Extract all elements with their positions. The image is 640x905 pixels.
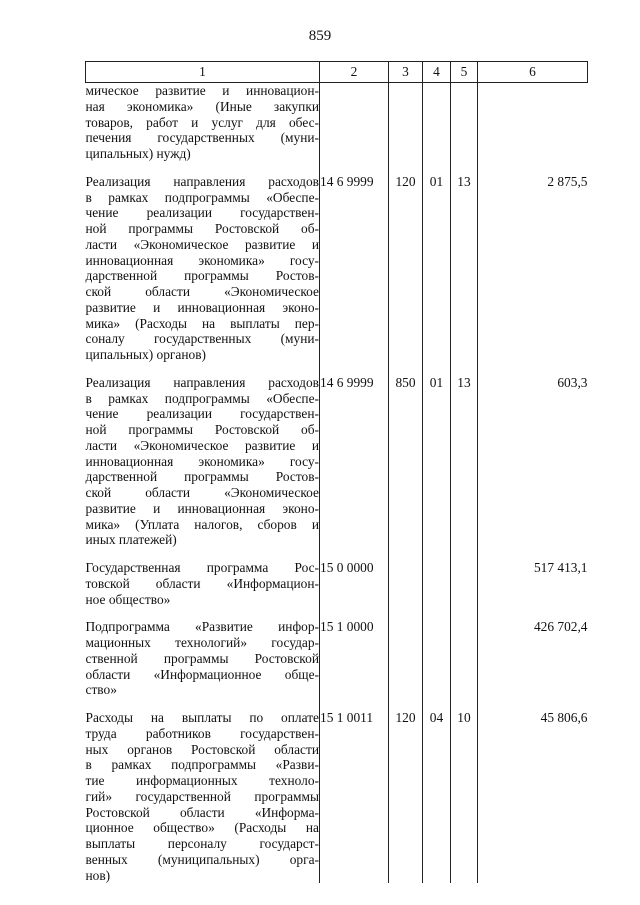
description-line: Реализация направления расходов <box>85 173 319 189</box>
cell-section: 04 <box>423 710 451 883</box>
cell-subsection: 10 <box>451 710 478 883</box>
spacer-cell <box>86 162 320 174</box>
description-line: чение реализации государствен- <box>85 205 319 221</box>
row-spacer <box>86 363 588 375</box>
description-line: ципальных) органов) <box>85 347 206 362</box>
cell-section <box>423 619 451 698</box>
cell-target-code <box>320 83 389 162</box>
description-line: иных платежей) <box>85 532 177 548</box>
description-line: товаров, работ и услуг для обес- <box>85 114 319 130</box>
budget-table <box>85 61 588 883</box>
cell-description <box>86 619 320 698</box>
description-line: ской области «Экономическое <box>85 485 319 500</box>
spacer-cell <box>389 548 423 560</box>
cell-subsection: 13 <box>451 174 478 363</box>
spacer-cell <box>423 162 451 174</box>
cell-description <box>86 560 320 607</box>
spacer-cell <box>320 162 389 174</box>
table-row <box>86 710 588 883</box>
cell-expense-type <box>389 619 423 698</box>
cell-target-code: 14 6 9999 <box>320 375 389 548</box>
table-row <box>86 619 588 698</box>
page-number: 859 <box>308 28 332 44</box>
description-line: мика» (Расходы на выплаты пер- <box>85 315 319 331</box>
description-line: ципальных) нужд) <box>85 146 191 161</box>
spacer-cell <box>451 548 478 560</box>
description-line: развитие и инновационная эконо- <box>85 500 319 516</box>
cell-section: 01 <box>423 375 451 548</box>
description-line: чение реализации государствен- <box>85 406 319 422</box>
description-line: венных (муниципальных) орга- <box>85 851 319 867</box>
spacer-cell <box>423 698 451 710</box>
description-line: области «Информационное обще- <box>85 666 319 682</box>
description-line: Подпрограмма «Развитие инфор- <box>85 619 319 635</box>
cell-description <box>86 174 320 363</box>
cell-expense-type: 120 <box>389 710 423 883</box>
description-line: ное общество» <box>85 591 171 607</box>
spacer-cell <box>423 548 451 560</box>
description-line: в рамках подпрограммы «Обеспе- <box>85 390 319 406</box>
cell-amount <box>478 83 588 162</box>
column-header-amount: 6 <box>478 62 588 83</box>
description-line: нов) <box>85 867 111 883</box>
description-line: ной программы Ростовской об- <box>85 221 319 236</box>
spacer-cell <box>389 162 423 174</box>
column-header-description: 1 <box>86 62 320 83</box>
description-line: ласти «Экономическое развитие и <box>85 236 319 252</box>
description-line: выплаты персоналу государст- <box>85 836 319 851</box>
description-line: ных органов Ростовской области <box>85 741 319 757</box>
column-header-subsection: 5 <box>451 62 478 83</box>
spacer-cell <box>86 607 320 619</box>
description-line: Реализация направления расходов <box>85 374 319 390</box>
description-line: в рамках подпрограммы «Обеспе- <box>85 189 319 205</box>
spacer-cell <box>451 698 478 710</box>
table-body <box>86 83 588 884</box>
spacer-cell <box>478 548 588 560</box>
spacer-cell <box>320 607 389 619</box>
spacer-cell <box>423 607 451 619</box>
cell-expense-type: 850 <box>389 375 423 548</box>
description-line: печения государственных (муни- <box>85 130 319 146</box>
spacer-cell <box>389 607 423 619</box>
row-spacer <box>86 548 588 560</box>
cell-description <box>86 375 320 548</box>
spacer-cell <box>478 162 588 174</box>
table-row <box>86 560 588 607</box>
cell-subsection <box>451 83 478 162</box>
description-line: инновационная экономика» госу- <box>85 252 319 268</box>
spacer-cell <box>320 363 389 375</box>
column-header-code: 2 <box>320 62 389 83</box>
spacer-cell <box>389 698 423 710</box>
cell-amount: 45 806,6 <box>478 710 588 883</box>
spacer-cell <box>389 363 423 375</box>
description-line: товской области «Информацион- <box>85 575 319 591</box>
table-row <box>86 174 588 363</box>
cell-subsection: 13 <box>451 375 478 548</box>
cell-expense-type <box>389 560 423 607</box>
description-line: соналу государственных (муни- <box>85 331 319 347</box>
row-spacer <box>86 607 588 619</box>
description-line: Государственная программа Рос- <box>85 560 319 575</box>
cell-target-code: 15 0 0000 <box>320 560 389 607</box>
description-line: дарственной программы Ростов- <box>85 268 319 284</box>
spacer-cell <box>320 698 389 710</box>
description-line: инновационная экономика» госу- <box>85 453 319 469</box>
description-line: тие информационных техноло- <box>85 773 319 788</box>
cell-target-code: 15 1 0000 <box>320 619 389 698</box>
spacer-cell <box>478 607 588 619</box>
table-row <box>86 375 588 548</box>
description-line: мационных технологий» государ- <box>85 635 319 650</box>
cell-subsection <box>451 560 478 607</box>
description-line: мика» (Уплата налогов, сборов и <box>85 516 319 532</box>
cell-section <box>423 560 451 607</box>
description-line: развитие и инновационная эконо- <box>85 299 319 315</box>
cell-subsection <box>451 619 478 698</box>
description-line: ная экономика» (Иные закупки <box>85 98 319 114</box>
cell-description <box>86 83 320 162</box>
description-line: труда работников государствен- <box>85 725 319 741</box>
cell-amount: 603,3 <box>478 375 588 548</box>
spacer-cell <box>320 548 389 560</box>
description-line: ционное общество» (Расходы на <box>85 820 319 836</box>
spacer-cell <box>478 698 588 710</box>
cell-expense-type: 120 <box>389 174 423 363</box>
cell-target-code: 14 6 9999 <box>320 174 389 363</box>
spacer-cell <box>451 363 478 375</box>
row-spacer <box>86 162 588 174</box>
cell-description <box>86 710 320 883</box>
cell-target-code: 15 1 0011 <box>320 710 389 883</box>
cell-amount: 426 702,4 <box>478 619 588 698</box>
description-line: гий» государственной программы <box>85 788 319 804</box>
row-spacer <box>86 698 588 710</box>
description-line: ской области «Экономическое <box>85 284 319 299</box>
description-line: мическое развитие и инновацион- <box>85 83 319 98</box>
spacer-cell <box>478 363 588 375</box>
table-row <box>86 83 588 162</box>
spacer-cell <box>86 698 320 710</box>
description-line: в рамках подпрограммы «Разви- <box>85 757 319 773</box>
spacer-cell <box>423 363 451 375</box>
table-header-row <box>86 62 588 83</box>
spacer-cell <box>451 162 478 174</box>
cell-amount: 2 875,5 <box>478 174 588 363</box>
column-header-expense-type: 3 <box>389 62 423 83</box>
spacer-cell <box>86 363 320 375</box>
description-line: Расходы на выплаты по оплате <box>85 710 319 725</box>
spacer-cell <box>451 607 478 619</box>
description-line: ственной программы Ростовской <box>85 650 319 666</box>
cell-section <box>423 83 451 162</box>
description-line: ной программы Ростовской об- <box>85 422 319 437</box>
cell-expense-type <box>389 83 423 162</box>
column-header-section: 4 <box>423 62 451 83</box>
cell-section: 01 <box>423 174 451 363</box>
description-line: Ростовской области «Информа- <box>85 804 319 820</box>
description-line: ласти «Экономическое развитие и <box>85 437 319 453</box>
description-line: ство» <box>85 682 117 698</box>
description-line: дарственной программы Ростов- <box>85 469 319 485</box>
cell-amount: 517 413,1 <box>478 560 588 607</box>
spacer-cell <box>86 548 320 560</box>
